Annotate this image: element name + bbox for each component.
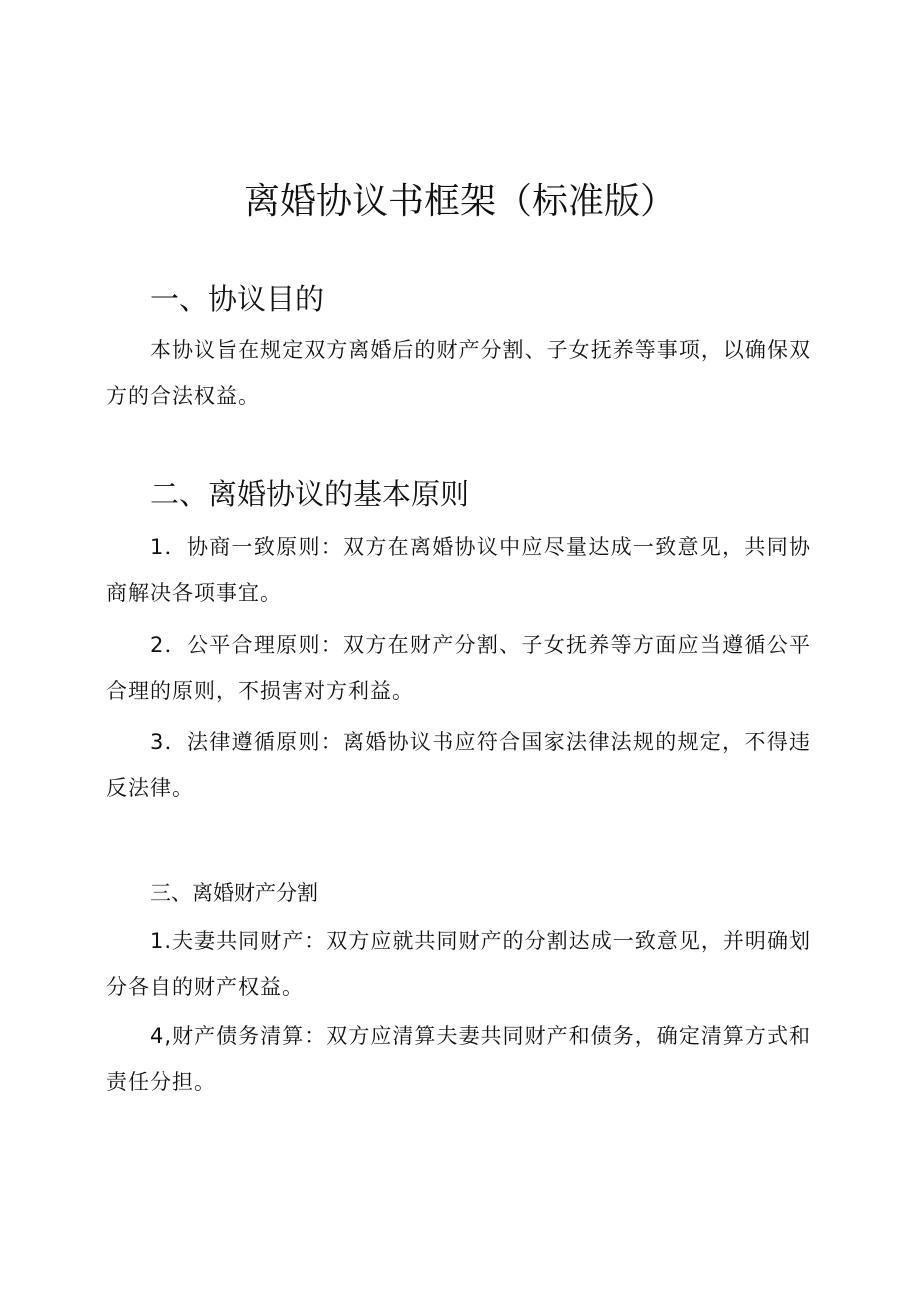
- paragraph-property-4: 4,财产债务清算：双方应清算夫妻共同财产和债务，确定清算方式和责任分担。: [106, 1024, 811, 1094]
- paragraph-purpose: 本协议旨在规定双方离婚后的财产分割、子女抚养等事项，以确保双方的合法权益。: [106, 338, 811, 408]
- section-heading-purpose: 一、协议目的: [150, 282, 325, 316]
- section-heading-principles: 二、离婚协议的基本原则: [150, 477, 470, 511]
- paragraph-principle-1: 1．协商一致原则：双方在离婚协议中应尽量达成一致意见，共同协商解决各项事宜。: [106, 535, 811, 605]
- paragraph-property-1: 1.夫妻共同财产：双方应就共同财产的分割达成一致意见，并明确划分各自的财产权益。: [106, 929, 811, 999]
- paragraph-principle-2: 2．公平合理原则：双方在财产分割、子女抚养等方面应当遵循公平合理的原则，不损害对方利益。: [106, 633, 811, 703]
- section-heading-property: 三、离婚财产分割: [150, 881, 318, 905]
- document-title: 离婚协议书框架（标准版）: [243, 181, 676, 222]
- paragraph-principle-3: 3．法律遵循原则：离婚协议书应符合国家法律法规的规定，不得违反法律。: [106, 730, 811, 800]
